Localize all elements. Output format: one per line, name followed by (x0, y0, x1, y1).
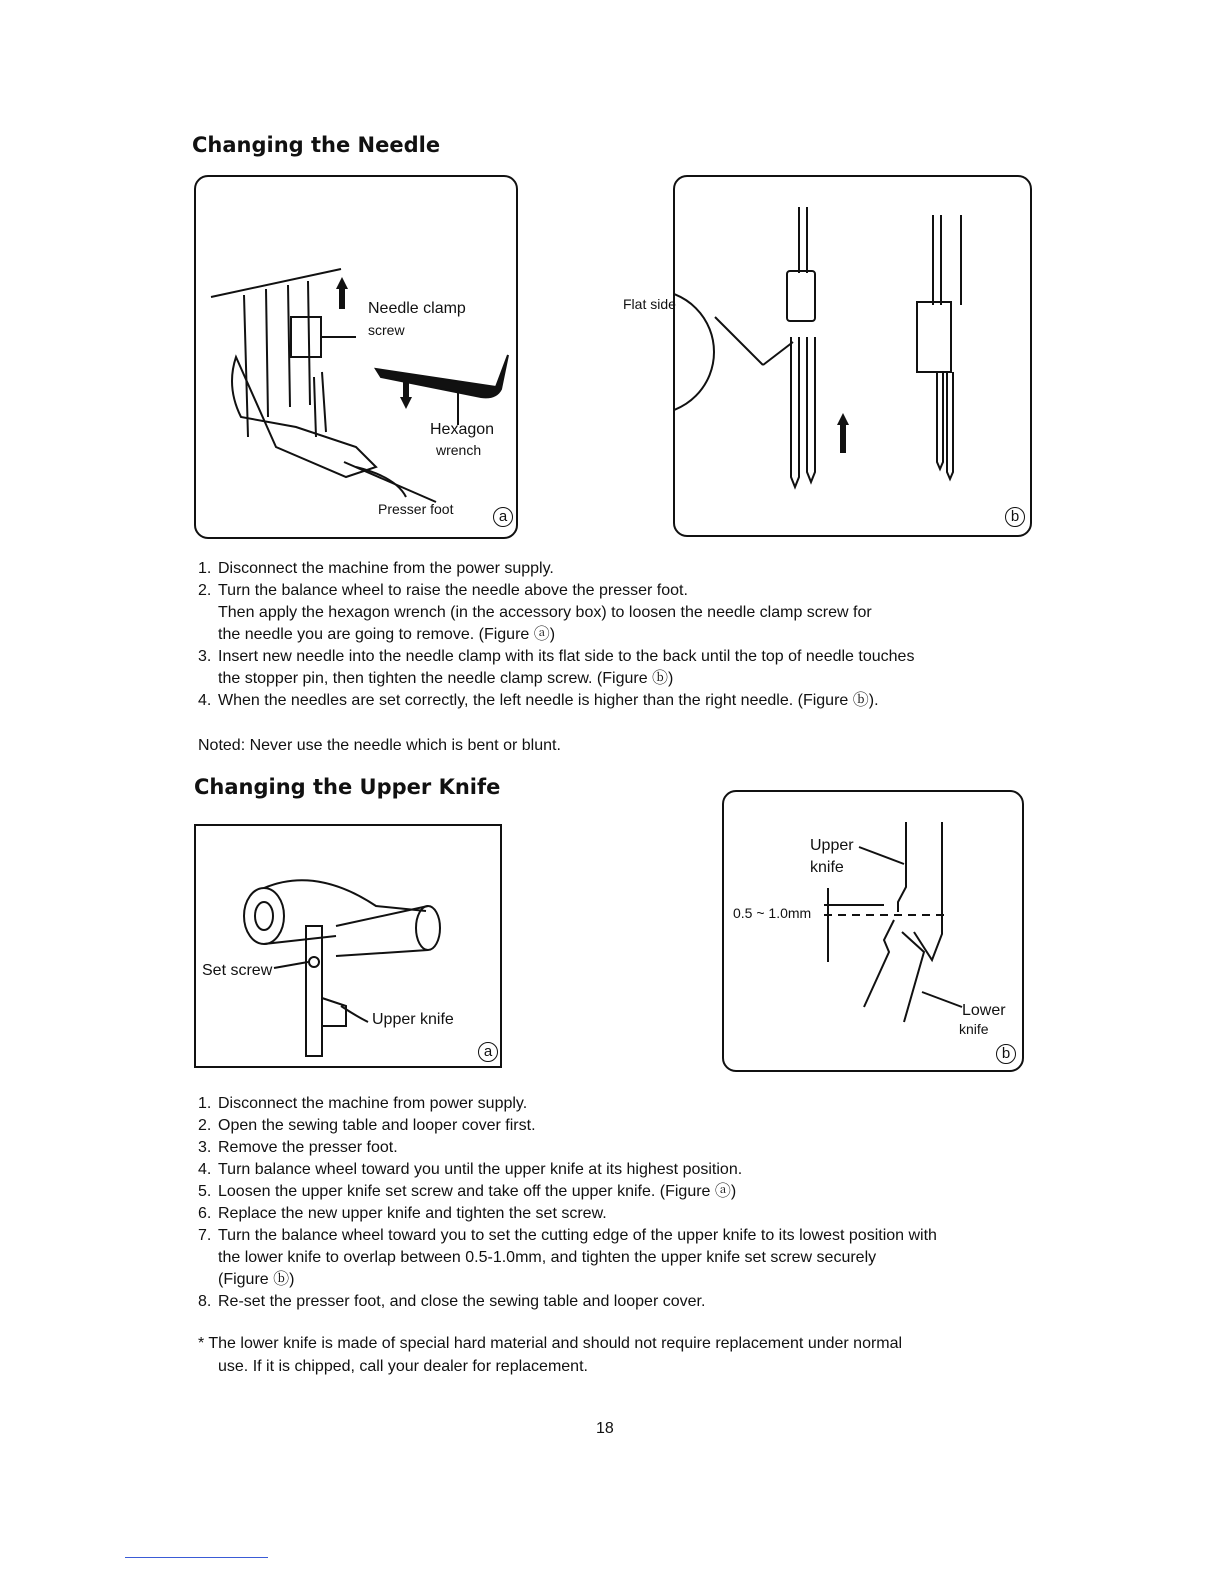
needle-steps (198, 558, 1038, 712)
figure-needle-a (194, 175, 518, 539)
figure-knife-b (722, 790, 1024, 1072)
label-upper: Upper (810, 837, 854, 854)
knife-note-line-2: use. If it is chipped, call your dealer for replacement. (218, 1358, 588, 1375)
label-lower: Lower (962, 1002, 1006, 1019)
label-set-screw: Set screw (202, 962, 273, 979)
figure-marker-a: a (493, 507, 513, 527)
figure-marker-b: b (1005, 507, 1025, 527)
knife-note-line-1: * The lower knife is made of special hard material and should not require replacement under normal (198, 1335, 903, 1352)
list-item: the needle you are going to remove. (Figure ⓐ) (218, 626, 556, 643)
list-item: Then apply the hexagon wrench (in the accessory box) to loosen the needle clamp screw for (218, 604, 872, 621)
list-item: 1. Disconnect the machine from power supply. (198, 1095, 528, 1112)
list-item: the lower knife to overlap between 0.5-1.0mm, and tighten the upper knife set screw securely (218, 1249, 877, 1266)
section-title-knife: Changing the Upper Knife (194, 775, 501, 799)
figure-knife-a (194, 824, 502, 1068)
upper-knife-illustration (196, 826, 500, 1066)
label-upper-knife-b: knife (810, 859, 844, 876)
needle-note: Noted: Never use the needle which is bent or blunt. (198, 737, 561, 754)
list-item: 3. Remove the presser foot. (198, 1139, 398, 1156)
list-item: 6. Replace the new upper knife and tighten the set screw. (198, 1205, 607, 1222)
label-gap: 0.5 ~ 1.0mm (733, 905, 812, 921)
label-needle-clamp-screw: screw (368, 322, 405, 338)
label-upper-knife-a: Upper knife (372, 1011, 454, 1028)
knife-steps (198, 1093, 1038, 1313)
label-lower-knife: knife (959, 1021, 989, 1037)
list-item: 1. Disconnect the machine from the power supply. (198, 560, 554, 577)
figure-needle-b (623, 175, 1032, 537)
footer-rule (125, 1557, 268, 1558)
figure-marker-knife-a: a (478, 1042, 498, 1062)
label-flat-side: Flat side (623, 296, 676, 312)
label-hexagon: Hexagon (430, 421, 495, 438)
list-item: 4. Turn balance wheel toward you until the upper knife at its highest position. (198, 1161, 743, 1178)
list-item: 3. Insert new needle into the needle clamp with its flat side to the back until the top of needle touches (198, 648, 915, 665)
needle-orientation-illustration (675, 177, 1030, 535)
list-item: 8. Re-set the presser foot, and close the sewing table and looper cover. (198, 1293, 706, 1310)
needle-clamp-illustration (196, 177, 516, 537)
list-item: 4. When the needles are set correctly, the left needle is higher than the right needle. (Figure ⓑ). (198, 692, 879, 709)
section-title-needle: Changing the Needle (192, 133, 441, 157)
list-item: 2. Open the sewing table and looper cover first. (198, 1117, 536, 1134)
list-item: the stopper pin, then tighten the needle clamp screw. (Figure ⓑ) (218, 670, 674, 687)
label-presser-foot: Presser foot (378, 501, 454, 517)
figure-marker-knife-b: b (996, 1044, 1016, 1064)
label-wrench: wrench (436, 442, 482, 458)
list-item: 5. Loosen the upper knife set screw and take off the upper knife. (Figure ⓐ) (198, 1183, 737, 1200)
page-number: 18 (596, 1420, 614, 1437)
list-item: 2. Turn the balance wheel to raise the needle above the presser foot. (198, 582, 688, 599)
list-item: (Figure ⓑ) (218, 1271, 295, 1288)
list-item: 7. Turn the balance wheel toward you to set the cutting edge of the upper knife to its lowest position with (198, 1227, 937, 1244)
label-needle-clamp: Needle clamp (368, 300, 466, 317)
